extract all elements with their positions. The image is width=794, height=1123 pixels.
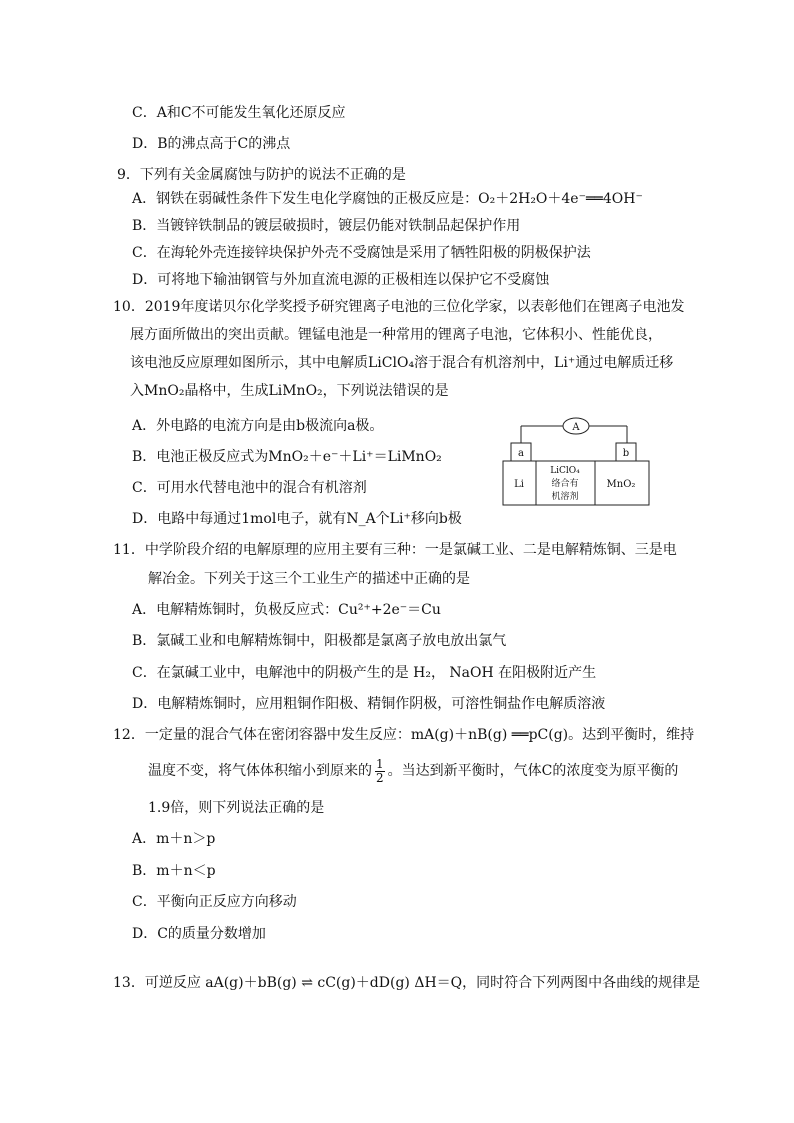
electrolyte-label-2: 络合有 xyxy=(551,479,579,489)
q9-stem: 9．下列有关金属腐蚀与防护的说法不正确的是 xyxy=(117,167,406,183)
q12-option-d: D．C的质量分数增加 xyxy=(132,926,266,942)
q12-stem-line3: 1.9倍，则下列说法正确的是 xyxy=(148,800,325,816)
q11-stem-line2: 解冶金。下列关于这三个工业生产的描述中正确的是 xyxy=(148,571,470,587)
q10-stem-line2: 展方面所做出的突出贡献。锂锰电池是一种常用的锂离子电池，它体积小、性能优良， xyxy=(130,327,662,343)
q10-option-d: D．电路中每通过1mol电子，就有N_A个Li⁺移向b极 xyxy=(132,511,462,527)
q11-option-b: B．氯碱工业和电解精炼铜中，阳极都是氯离子放电放出氯气 xyxy=(132,633,507,649)
q9-option-a: A．钢铁在弱碱性条件下发生电化学腐蚀的正极反应是：O₂＋2H₂O＋4e⁻══4OH⁻ xyxy=(132,191,643,207)
q12-stem-line2-a: 温度不变，将气体体积缩小到原来的 xyxy=(148,763,372,779)
q10-option-b: B．电池正极反应式为MnO₂＋e⁻＋Li⁺＝LiMnO₂ xyxy=(132,449,442,465)
q10-option-a: A．外电路的电流方向是由b极流向a极。 xyxy=(132,418,384,434)
electrode-b-label: b xyxy=(622,448,630,459)
q9-option-c: C．在海轮外壳连接锌块保护外壳不受腐蚀是采用了牺牲阳极的阴极保护法 xyxy=(132,245,591,261)
q11-option-a: A．电解精炼铜时，负极反应式：Cu²⁺+2e⁻＝Cu xyxy=(132,602,441,618)
q12-stem-line2-b: 。当达到新平衡时，气体C的浓度变为原平衡的 xyxy=(387,763,679,779)
q9-option-b: B．当镀锌铁制品的镀层破损时，镀层仍能对铁制品起保护作用 xyxy=(132,218,521,234)
q10-stem-line1: 10．2019年度诺贝尔化学奖授予研究锂离子电池的三位化学家，以表彰他们在锂离子电池发 xyxy=(113,299,685,315)
q12-option-c: C．平衡向正反应方向移动 xyxy=(132,894,297,910)
ammeter-label: A xyxy=(572,422,580,433)
battery-diagram xyxy=(500,410,660,510)
q8-option-d: D．B的沸点高于C的沸点 xyxy=(132,136,291,152)
q10-stem-line3: 该电池反应原理如图所示，其中电解质LiClO₄溶于混合有机溶剂中，Li⁺通过电解质迁移 xyxy=(130,355,674,371)
q11-stem-line1: 11．中学阶段介绍的电解原理的应用主要有三种：一是氯碱工业、二是电解精炼铜、三是电 xyxy=(113,542,677,558)
q12-stem-line2 xyxy=(148,756,678,786)
q11-option-c: C．在氯碱工业中，电解池中的阴极产生的是 H₂， NaOH 在阳极附近产生 xyxy=(132,665,597,681)
fraction-denominator: 2 xyxy=(376,770,384,785)
q12-option-a: A．m＋n＞p xyxy=(132,831,216,847)
q10-option-c: C．可用水代替电池中的混合有机溶剂 xyxy=(132,480,367,496)
electrode-a-label: a xyxy=(518,448,524,459)
li-cell-label: Li xyxy=(514,479,524,490)
fraction-numerator: 1 xyxy=(376,756,384,771)
q10-stem-line4: 入MnO₂晶格中，生成LiMnO₂，下列说法错误的是 xyxy=(130,383,449,399)
q11-option-d: D．电解精炼铜时，应用粗铜作阳极、精铜作阴极，可溶性铜盐作电解质溶液 xyxy=(132,696,606,712)
electrolyte-label-1: LiClO₄ xyxy=(550,466,580,476)
q9-option-d: D．可将地下输油钢管与外加直流电源的正极相连以保护它不受腐蚀 xyxy=(132,272,550,288)
q8-option-c: C．A和C不可能发生氧化还原反应 xyxy=(132,105,346,121)
q12-option-b: B．m＋n＜p xyxy=(132,863,216,879)
mno2-cell-label: MnO₂ xyxy=(606,479,636,490)
electrolyte-label-3: 机溶剂 xyxy=(551,492,579,502)
q12-stem-line1: 12．一定量的混合气体在密闭容器中发生反应：mA(g)＋nB(g) ══pC(g)。达到平衡时，维持 xyxy=(113,727,695,743)
q13-stem: 13．可逆反应 aA(g)＋bB(g) ⇌ cC(g)＋dD(g) ΔH＝Q，同时符合下列两图中各曲线的规律是 xyxy=(113,975,701,991)
fraction-one-half xyxy=(375,758,385,785)
